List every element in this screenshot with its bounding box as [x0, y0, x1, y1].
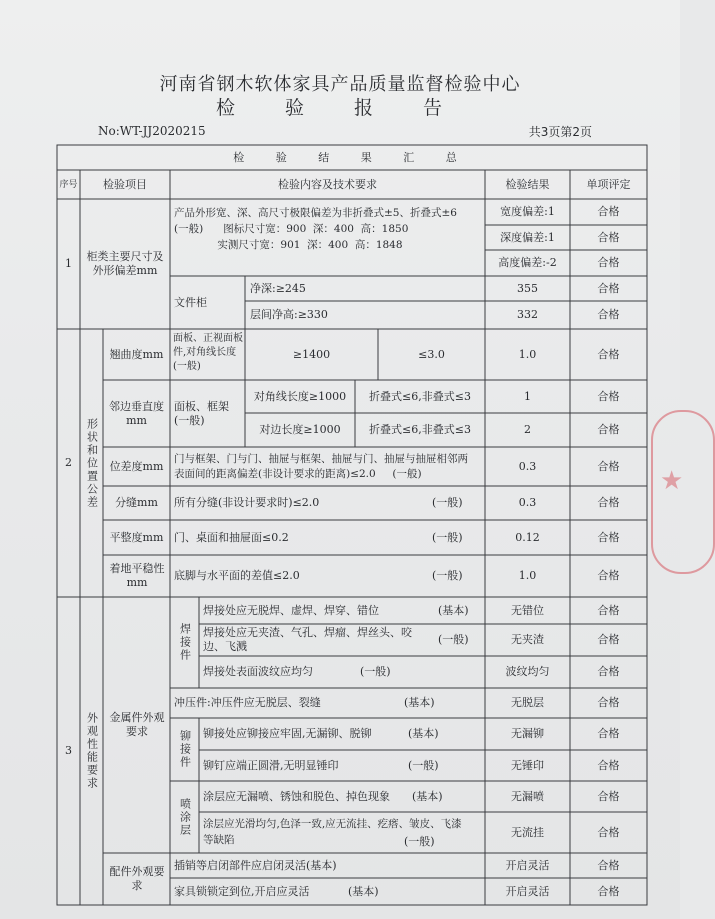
g1-verdict-clear-depth: 合格: [597, 281, 620, 295]
g1-file-cabinet: 文件柜: [174, 295, 207, 309]
g3-row-9-req: 插销等启闭部件应启闭灵活(基本): [174, 858, 337, 872]
header-item: 检验项目: [103, 177, 147, 191]
g2-gap-requirement: 所有分缝(非设计要求时)≤2.0: [174, 496, 320, 509]
g3-row-6-level: (一般): [408, 758, 439, 772]
org-title: 河南省钢木软体家具产品质量监督检验中心: [159, 74, 521, 95]
g2-warp-condition: ≥1400: [292, 347, 331, 361]
g2-adjacent-result2: 2: [524, 423, 531, 436]
g3-row-4-req: 冲压件:冲压件应无脱层、裂缝: [174, 696, 321, 709]
g3-row-6-result: 无锤印: [511, 758, 544, 772]
g1-verdict-depth: 合格: [597, 230, 620, 244]
g3-row-10-level: (基本): [348, 884, 379, 898]
g2-adjacent-item: 邻边垂直度mm: [109, 399, 164, 427]
g3-row-7-result: 无漏喷: [511, 789, 544, 803]
g3-row-7-req: 涂层应无漏喷、锈蚀和脱色、掉色现象: [203, 789, 390, 803]
g1-seq: 1: [65, 257, 72, 270]
g3-row-8-verdict: 合格: [597, 825, 620, 839]
g2-stability-item: 着地平稳性mm: [109, 562, 165, 589]
g2-adjacent-limit2: 折叠式≤6,非叠式≤3: [369, 423, 471, 436]
g3-row-5-result: 无漏铆: [511, 727, 544, 740]
g2-position-result: 0.3: [518, 459, 537, 473]
g3-row-3-req: 焊接处表面波纹应均匀: [203, 665, 313, 678]
g2-adjacent-result1: 1: [524, 389, 531, 403]
g3-row-6-verdict: 合格: [597, 758, 620, 772]
g3-row-3-verdict: 合格: [597, 665, 620, 678]
g2-warp-verdict: 合格: [597, 347, 620, 361]
seal-star-icon: ★: [660, 466, 684, 496]
report-number: No:WT-JJ2020215: [98, 124, 206, 138]
g2-warp-scope: 面板、正视面板件,对角线长度(一般): [173, 333, 243, 372]
g3-row-9-verdict: 合格: [597, 858, 620, 872]
g3-row-5-level: (基本): [408, 727, 439, 740]
g2-adjacent-cond1: 对角线长度≥1000: [253, 389, 347, 403]
g3-row-10-req: 家具锁锁定到位,开启应灵活: [174, 884, 310, 898]
g3-riveting-label: 铆接件: [178, 730, 192, 769]
g2-flatness-item: 平整度mm: [109, 530, 164, 544]
g3-row-9-result: 开启灵活: [505, 858, 550, 872]
g2-gap-item: 分缝mm: [115, 496, 158, 509]
g3-row-5-req: 铆接处应铆接应牢固,无漏铆、脱铆: [203, 727, 372, 740]
g3-row-5-verdict: 合格: [597, 727, 620, 740]
g2-adjacent-verdict1: 合格: [597, 389, 620, 403]
header-seq: 序号: [59, 179, 78, 190]
g2-gap-level: (一般): [432, 496, 463, 509]
g2-gap-verdict: 合格: [597, 496, 620, 509]
header-result: 检验结果: [505, 177, 550, 191]
g1-verdict-height: 合格: [597, 256, 620, 269]
page-info: 共3页第2页: [528, 125, 592, 139]
g3-row-3-result: 波纹均匀: [505, 665, 550, 678]
g1-verdict-width: 合格: [597, 205, 620, 218]
g3-row-1-verdict: 合格: [597, 603, 620, 617]
g2-flatness-verdict: 合格: [597, 530, 620, 544]
g2-stability-requirement: 底脚与水平面的差值≤2.0: [174, 569, 300, 582]
g2-stability-result: 1.0: [518, 569, 537, 582]
g3-row-10-verdict: 合格: [597, 884, 620, 898]
g3-row-2-result: 无夹渣: [511, 633, 544, 646]
g2-adjacent-scope: 面板、框架(一般): [174, 399, 229, 427]
g3-row-1-req: 焊接处应无脱焊、虚焊、焊穿、错位: [203, 603, 379, 617]
g2-position-item: 位差度mm: [109, 459, 164, 473]
g2-category: 形状和位置公差: [85, 417, 99, 509]
g3-row-8-level: (一般): [404, 835, 435, 848]
g1-clear-depth: 净深:≥245: [250, 281, 306, 295]
g1-result-width: 宽度偏差:1: [500, 205, 555, 218]
g2-flatness-requirement: 门、桌面和抽屉面≤0.2: [174, 530, 289, 544]
g2-flatness-level: (一般): [432, 530, 463, 544]
g2-position-verdict: 合格: [597, 459, 620, 473]
header-verdict: 单项评定: [586, 177, 631, 191]
g1-result-height: 高度偏差:-2: [498, 256, 557, 269]
g2-adjacent-cond2: 对边长度≥1000: [259, 423, 341, 436]
g1-result-clear-height: 332: [517, 308, 538, 321]
g1-result-clear-depth: 355: [517, 281, 538, 295]
g3-row-8-result: 无流挂: [511, 825, 544, 839]
g1-clear-height: 层间净高:≥330: [250, 308, 328, 321]
g3-row-8-req: 涂层应光滑均匀,色泽一致,应无流挂、疙瘩、皱皮、飞漆 等缺陷: [203, 818, 462, 846]
summary-title: 检 验 结 果 汇 总: [233, 150, 471, 164]
g1-verdict-clear-height: 合格: [597, 308, 620, 321]
g3-seq: 3: [65, 744, 72, 757]
g3-row-1-result: 无错位: [511, 603, 544, 617]
g3-welding-label: 焊接件: [178, 623, 192, 662]
g1-result-depth: 深度偏差:1: [500, 230, 555, 244]
g3-row-4-level: (基本): [404, 696, 435, 709]
g3-row-4-verdict: 合格: [597, 696, 620, 709]
g2-flatness-result: 0.12: [515, 530, 540, 544]
g2-adjacent-verdict2: 合格: [597, 423, 620, 436]
g3-coating-label: 喷涂层: [178, 797, 192, 837]
g3-row-10-result: 开启灵活: [505, 884, 550, 898]
g2-position-requirement: 门与框架、门与门、抽屉与框架、抽屉与门、抽屉与抽屉相邻两 表面间的距离偏差(非设计要求的距离)≤2.0 (一般): [174, 453, 468, 480]
g3-metal-item: 金属件外观要求: [109, 711, 165, 738]
g2-warp-item: 翘曲度mm: [109, 347, 164, 361]
g1-item: 柜类主要尺寸及外形偏差mm: [86, 250, 164, 277]
g3-row-2-req: 焊接处应无夹渣、气孔、焊瘤、焊丝头、咬边、飞溅: [203, 626, 412, 653]
g3-row-3-level: (一般): [360, 665, 391, 678]
g2-gap-result: 0.3: [518, 496, 537, 509]
g2-warp-result: 1.0: [518, 347, 537, 361]
g3-row-7-verdict: 合格: [597, 789, 620, 803]
g3-row-7-level: (基本): [412, 789, 443, 803]
g2-warp-limit: ≤3.0: [418, 347, 445, 361]
header-requirement: 检验内容及技术要求: [278, 177, 377, 191]
g3-row-2-level: (一般): [438, 633, 469, 646]
g3-row-2-verdict: 合格: [597, 633, 620, 646]
g2-stability-verdict: 合格: [597, 569, 620, 582]
g2-adjacent-limit1: 折叠式≤6,非叠式≤3: [369, 389, 471, 403]
g3-row-6-req: 铆钉应端正圆滑,无明显锤印: [203, 758, 339, 772]
g3-row-1-level: (基本): [438, 603, 469, 617]
g1-requirement: 产品外形宽、深、高尺寸极限偏差为非折叠式±5、折叠式±6 (一般) 图标尺寸宽：900 深：400 高：1850 实测尺寸宽：901 深：400 高：1848: [174, 207, 457, 251]
report-title: 检 验 报 告: [215, 97, 465, 119]
g3-row-4-result: 无脱层: [511, 696, 544, 709]
g2-stability-level: (一般): [432, 569, 463, 582]
g2-seq: 2: [65, 456, 72, 469]
g3-accessory-item: 配件外观要求: [109, 865, 165, 892]
g3-category: 外观性能要求: [85, 712, 99, 790]
